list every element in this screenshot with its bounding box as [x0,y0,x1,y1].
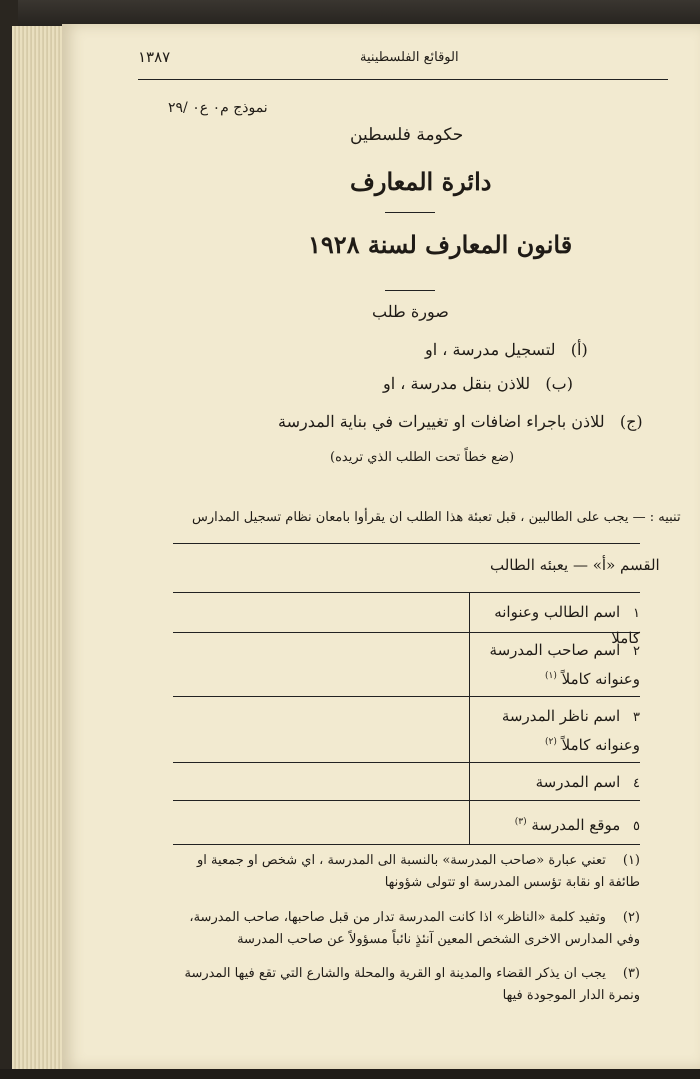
footnote [170,963,640,1007]
section-title: القسم «أ» — يعبئه الطالب [490,556,660,574]
row-label: موقع المدرسة [531,816,621,834]
table-rule [173,696,640,697]
table-rule [173,800,640,801]
row-label: اسم ناظر المدرسة وعنوانه كاملاً [501,707,640,754]
row-number: ٣ [633,710,640,725]
row-label: اسم صاحب المدرسة وعنوانه كاملاً [489,641,640,688]
table-rule [173,844,640,845]
table-rule [173,592,640,593]
option-c [278,412,643,431]
option-text: للاذن بنقل مدرسة ، او [383,374,531,393]
footnote-text: وتفيد كلمة «الناظر» اذا كانت المدرسة تدار من قبل صاحبها، صاحب المدرسة، وفي المدارس الاخرى الشخص المعين آنئذٍ نائباً مسؤولاً عن صاحب المدرسة [189,910,640,947]
table-column-divider [469,592,470,844]
row-number: ٤ [633,776,640,791]
header-rule [138,79,668,80]
divider [385,290,435,291]
row-number: ١ [633,606,640,621]
divider [385,212,435,213]
government-title: حكومة فلسطين [350,125,464,145]
notice-text: تنبيه : — يجب على الطالبين ، قبل تعبئة هذا الطلب ان يقرأوا بامعان نظام تسجيل المدارس [192,510,681,525]
table-row [475,638,640,691]
footnote [170,850,640,894]
book-cover-top [0,0,700,26]
footnote-number: (١) [622,853,640,868]
footnote-text: يجب ان يذكر القضاء والمدينة او القرية والمحلة والشارع التي تقع فيها المدرسة ونمرة الدار الموجودة فيها [184,966,640,1003]
option-text: للاذن باجراء اضافات او تغييرات في بناية المدرسة [278,412,605,431]
footnote-ref: (١) [545,671,557,681]
instruction-text: (ضع خطاً تحت الطلب الذي تريده) [330,450,515,465]
footnote-text: تعني عبارة «صاحب المدرسة» بالنسبة الى المدرسة ، اي شخص او جمعية او طائفة او نقابة تؤسس المدرسة او تتولى شؤونها [197,853,640,890]
form-number: نموذج م٠ ع٠ /٢٩ [168,100,268,116]
row-label: اسم المدرسة [535,773,621,791]
option-b [383,374,573,393]
option-marker: (ج) [619,412,643,431]
row-number: ٥ [633,819,640,834]
footnote-number: (٢) [622,910,640,925]
option-marker: (أ) [570,340,588,359]
table-row [475,810,640,839]
footnote-ref: (٢) [545,737,557,747]
department-title: دائرة المعارف [350,167,492,196]
option-a [425,340,588,359]
gazette-name: الوقائع الفلسطينية [360,50,459,65]
row-number: ٢ [633,644,640,659]
book-cover-bottom [0,1069,700,1079]
footnote-ref: (٣) [514,817,527,827]
table-row [475,704,640,757]
option-marker: (ب) [545,374,573,393]
footnote [170,907,640,951]
request-form-title: صورة طلب [372,302,449,321]
page-number: ١٣٨٧ [138,48,171,66]
table-rule [173,762,640,763]
table-row [475,770,640,796]
option-text: لتسجيل مدرسة ، او [425,340,556,359]
row-label: اسم الطالب وعنوانه كاملا [494,603,640,647]
footnote-number: (٣) [622,966,640,981]
law-title: قانون المعارف لسنة ١٩٢٨ [308,230,573,259]
section-rule [173,543,640,544]
